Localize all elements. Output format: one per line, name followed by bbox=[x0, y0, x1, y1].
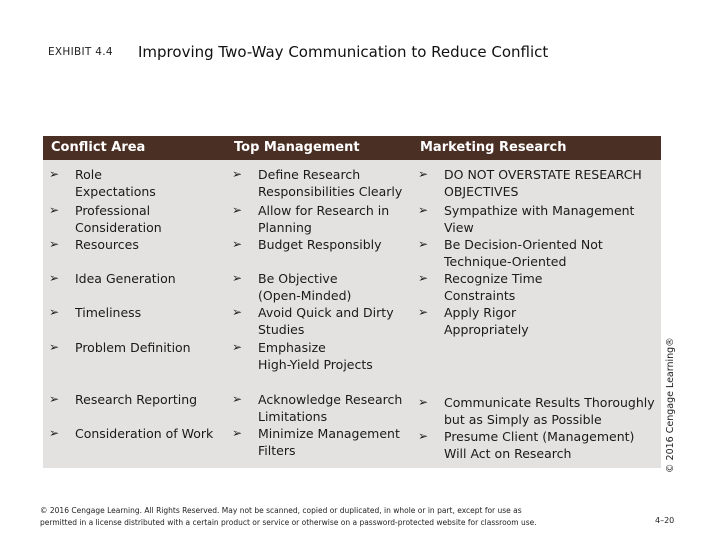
conflict-table bbox=[43, 136, 661, 468]
exhibit-label: EXHIBIT 4.4 bbox=[48, 46, 113, 58]
cell-text-line: Responsibilities Clearly bbox=[258, 184, 403, 199]
cell-text-line: Sympathize with Management bbox=[444, 203, 635, 218]
side-copyright: © 2016 Cengage Learning® bbox=[665, 337, 676, 473]
cell-text bbox=[444, 394, 655, 428]
cell-text-line: Idea Generation bbox=[75, 271, 176, 286]
cell-text bbox=[75, 202, 162, 236]
cell-text bbox=[258, 425, 400, 459]
arrow-bullet-icon: ➢ bbox=[232, 305, 243, 319]
arrow-bullet-icon: ➢ bbox=[49, 340, 60, 354]
cell-text bbox=[444, 428, 634, 462]
cell-text-line: Allow for Research in bbox=[258, 203, 390, 218]
cell-text bbox=[75, 236, 139, 253]
cell-text-line: Communicate Results Thoroughly bbox=[444, 395, 655, 410]
header-top-management: Top Management bbox=[234, 140, 360, 155]
cell-text bbox=[75, 304, 141, 321]
cell-text-line: Appropriately bbox=[444, 322, 529, 337]
cell-text-line: Timeliness bbox=[75, 305, 142, 320]
footer-copyright bbox=[40, 505, 600, 529]
arrow-bullet-icon: ➢ bbox=[232, 237, 243, 251]
cell-text-line: Technique-Oriented bbox=[444, 254, 567, 269]
arrow-bullet-icon: ➢ bbox=[49, 271, 60, 285]
cell-text-line: Consideration bbox=[75, 220, 162, 235]
arrow-bullet-icon: ➢ bbox=[49, 237, 60, 251]
cell-text bbox=[75, 391, 197, 408]
cell-text-line: Presume Client (Management) bbox=[444, 429, 635, 444]
cell-text bbox=[75, 339, 191, 356]
cell-text bbox=[444, 166, 642, 200]
cell-text-line: Expectations bbox=[75, 184, 156, 199]
arrow-bullet-icon: ➢ bbox=[232, 167, 243, 181]
cell-text-line: View bbox=[444, 220, 474, 235]
cell-text-line: Budget Responsibly bbox=[258, 237, 382, 252]
cell-text-line: Role bbox=[75, 167, 102, 182]
arrow-bullet-icon: ➢ bbox=[232, 271, 243, 285]
cell-text-line: Minimize Management bbox=[258, 426, 400, 441]
cell-text-line: Recognize Time bbox=[444, 271, 543, 286]
cell-text bbox=[444, 270, 542, 304]
cell-text-line: Apply Rigor bbox=[444, 305, 517, 320]
cell-text-line: but as Simply as Possible bbox=[444, 412, 602, 427]
arrow-bullet-icon: ➢ bbox=[418, 395, 429, 409]
arrow-bullet-icon: ➢ bbox=[232, 203, 243, 217]
page-number: 4–20 bbox=[655, 516, 675, 525]
footer-line-1: © 2016 Cengage Learning. All Rights Reserved. May not be scanned, copied or duplicated, in whole or in part, except for use as bbox=[40, 506, 522, 515]
cell-text-line: Problem Definition bbox=[75, 340, 191, 355]
cell-text bbox=[258, 202, 389, 236]
arrow-bullet-icon: ➢ bbox=[418, 167, 429, 181]
cell-text-line: Will Act on Research bbox=[444, 446, 572, 461]
exhibit-title: Improving Two-Way Communication to Reduce Conflict bbox=[138, 43, 549, 61]
header-conflict-area: Conflict Area bbox=[51, 140, 146, 155]
cell-text-line: Studies bbox=[258, 322, 305, 337]
cell-text bbox=[258, 304, 394, 338]
arrow-bullet-icon: ➢ bbox=[49, 426, 60, 440]
cell-text-line: Emphasize bbox=[258, 340, 326, 355]
arrow-bullet-icon: ➢ bbox=[232, 426, 243, 440]
cell-text bbox=[75, 166, 156, 200]
cell-text-line: Constraints bbox=[444, 288, 516, 303]
cell-text-line: Define Research bbox=[258, 167, 361, 182]
cell-text-line: Resources bbox=[75, 237, 139, 252]
arrow-bullet-icon: ➢ bbox=[418, 271, 429, 285]
arrow-bullet-icon: ➢ bbox=[49, 167, 60, 181]
table-header-row bbox=[43, 136, 661, 160]
cell-text bbox=[258, 236, 382, 253]
cell-text-line: Be Objective bbox=[258, 271, 338, 286]
cell-text bbox=[258, 339, 373, 373]
cell-text-line: High-Yield Projects bbox=[258, 357, 373, 372]
cell-text bbox=[444, 304, 529, 338]
arrow-bullet-icon: ➢ bbox=[49, 392, 60, 406]
arrow-bullet-icon: ➢ bbox=[49, 305, 60, 319]
cell-text bbox=[75, 270, 176, 287]
cell-text-line: Filters bbox=[258, 443, 296, 458]
cell-text-line: DO NOT OVERSTATE RESEARCH bbox=[444, 167, 642, 182]
cell-text bbox=[258, 166, 402, 200]
cell-text-line: Acknowledge Research bbox=[258, 392, 403, 407]
cell-text-line: Planning bbox=[258, 220, 312, 235]
cell-text-line: Professional bbox=[75, 203, 151, 218]
cell-text-line: (Open-Minded) bbox=[258, 288, 352, 303]
cell-text-line: Be Decision-Oriented Not bbox=[444, 237, 603, 252]
arrow-bullet-icon: ➢ bbox=[49, 203, 60, 217]
cell-text-line: Limitations bbox=[258, 409, 328, 424]
arrow-bullet-icon: ➢ bbox=[418, 237, 429, 251]
cell-text bbox=[258, 391, 402, 425]
cell-text bbox=[444, 202, 634, 236]
header-marketing-research: Marketing Research bbox=[420, 140, 567, 155]
cell-text bbox=[75, 425, 213, 442]
arrow-bullet-icon: ➢ bbox=[232, 340, 243, 354]
arrow-bullet-icon: ➢ bbox=[418, 429, 429, 443]
cell-text-line: Consideration of Work bbox=[75, 426, 214, 441]
arrow-bullet-icon: ➢ bbox=[418, 203, 429, 217]
cell-text-line: Research Reporting bbox=[75, 392, 198, 407]
cell-text bbox=[258, 270, 351, 304]
cell-text bbox=[444, 236, 603, 270]
arrow-bullet-icon: ➢ bbox=[232, 392, 243, 406]
cell-text-line: Avoid Quick and Dirty bbox=[258, 305, 394, 320]
cell-text-line: OBJECTIVES bbox=[444, 184, 519, 199]
arrow-bullet-icon: ➢ bbox=[418, 305, 429, 319]
footer-line-2: permitted in a license distributed with a certain product or service or otherwise on a password-protected website for classroom use. bbox=[40, 518, 537, 527]
